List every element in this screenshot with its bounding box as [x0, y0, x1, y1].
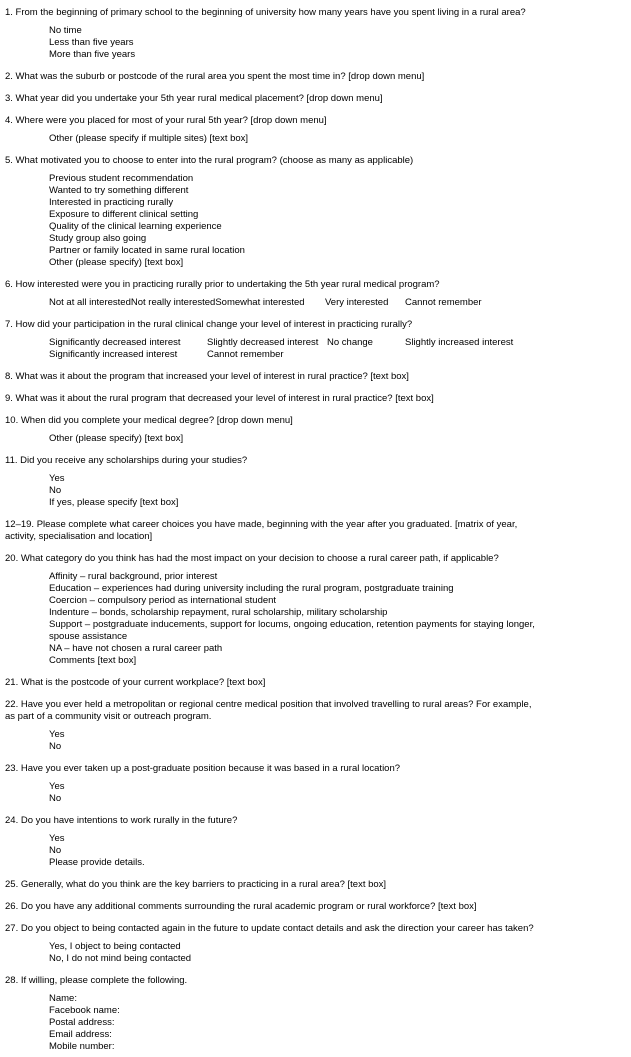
- question-6-options: [49, 297, 541, 309]
- question-28: [5, 975, 541, 1053]
- question-27-options: [49, 941, 541, 965]
- question-21-text: 21. What is the postcode of your current workplace? [text box]: [5, 677, 266, 688]
- question-10-option-0: Other (please specify) [text box]: [49, 433, 184, 444]
- question-28-option-2: Postal address:: [49, 1017, 115, 1028]
- question-23: [5, 763, 541, 805]
- question-5-text: 5. What motivated you to choose to enter into the rural program? (choose as many as applicable): [5, 155, 414, 166]
- question-11-text: 11. Did you receive any scholarships during your studies?: [5, 455, 248, 466]
- question-23-options: [49, 781, 541, 805]
- question-1-options: [49, 25, 541, 61]
- question-20-option-4: Support – postgraduate inducements, support for locums, ongoing education, retention payments for staying longer, spouse assistance: [49, 619, 535, 642]
- question-7-option-0: Significantly decreased interest: [49, 337, 181, 348]
- question-4-options: [49, 133, 541, 145]
- question-26-text: 26. Do you have any additional comments surrounding the rural academic program or rural workforce? [text box]: [5, 901, 477, 912]
- question-8-text: 8. What was it about the program that increased your level of interest in rural practice? [text box]: [5, 371, 409, 382]
- question-6-text: 6. How interested were you in practicing rurally prior to undertaking the 5th year rural medical program?: [5, 279, 440, 290]
- question-20-text: 20. What category do you think has had the most impact on your decision to choose a rural career path, if applicable?: [5, 553, 499, 564]
- question-27-text: 27. Do you object to being contacted again in the future to update contact details and ask the direction your career has taken?: [5, 923, 534, 934]
- question-23-text: 23. Have you ever taken up a post-graduate position because it was based in a rural location?: [5, 763, 401, 774]
- question-5-option-6: Partner or family located in same rural location: [49, 245, 245, 256]
- question-22-text: 22. Have you ever held a metropolitan or regional centre medical position that involved travelling to rural areas? For example, as part of a community visit or outreach program.: [5, 699, 532, 722]
- question-3-text: 3. What year did you undertake your 5th year rural medical placement? [drop down menu]: [5, 93, 383, 104]
- question-6: [5, 279, 541, 309]
- question-5-option-1: Wanted to try something different: [49, 185, 189, 196]
- question-6-option-1: Not really interested: [130, 297, 216, 308]
- question-3: [5, 93, 541, 105]
- question-26: [5, 901, 541, 913]
- question-20-options: [49, 571, 541, 667]
- question-20-option-3: Indenture – bonds, scholarship repayment, rural scholarship, military scholarship: [49, 607, 388, 618]
- question-22-options: [49, 729, 541, 753]
- question-24-option-1: No: [49, 845, 62, 856]
- question-24-option-2: Please provide details.: [49, 857, 145, 868]
- question-11-option-0: Yes: [49, 473, 65, 484]
- question-24-option-0: Yes: [49, 833, 65, 844]
- question-9: [5, 393, 541, 405]
- question-1-option-0: No time: [49, 25, 82, 36]
- question-22-option-0: Yes: [49, 729, 65, 740]
- question-5-options: [49, 173, 541, 269]
- question-1-option-2: More than five years: [49, 49, 136, 60]
- question-11-option-2: If yes, please specify [text box]: [49, 497, 179, 508]
- question-7-options: [49, 337, 541, 361]
- question-7-option-3: Slightly increased interest: [405, 337, 514, 348]
- question-6-option-4: Cannot remember: [405, 297, 482, 308]
- question-28-option-4: Mobile number:: [49, 1041, 115, 1052]
- question-1-option-1: Less than five years: [49, 37, 134, 48]
- question-5: [5, 155, 541, 269]
- question-7-text: 7. How did your participation in the rural clinical change your level of interest in practicing rurally?: [5, 319, 413, 330]
- question-8: [5, 371, 541, 383]
- question-27-option-1: No, I do not mind being contacted: [49, 953, 192, 964]
- question-24-text: 24. Do you have intentions to work rurally in the future?: [5, 815, 238, 826]
- question-10-text: 10. When did you complete your medical degree? [drop down menu]: [5, 415, 293, 426]
- question-28-option-1: Facebook name:: [49, 1005, 120, 1016]
- question-4: [5, 115, 541, 145]
- question-27: [5, 923, 541, 965]
- question-12-19-text: 12–19. Please complete what career choices you have made, beginning with the year after you graduated. [matrix of year, activity, specialisation and location]: [5, 519, 518, 542]
- question-7-option-4: Significantly increased interest: [49, 349, 178, 360]
- question-7-option-5: Cannot remember: [207, 349, 284, 360]
- question-6-option-0: Not at all interested: [49, 297, 131, 308]
- question-1: [5, 7, 541, 61]
- question-24: [5, 815, 541, 869]
- question-25-text: 25. Generally, what do you think are the key barriers to practicing in a rural area? [text box]: [5, 879, 387, 890]
- question-9-text: 9. What was it about the rural program that decreased your level of interest in rural practice? [text box]: [5, 393, 434, 404]
- question-23-option-1: No: [49, 793, 62, 804]
- question-6-option-3: Very interested: [325, 297, 389, 308]
- question-12-19: [5, 519, 541, 543]
- question-6-option-2: Somewhat interested: [215, 297, 305, 308]
- question-28-text: 28. If willing, please complete the following.: [5, 975, 188, 986]
- question-5-option-3: Exposure to different clinical setting: [49, 209, 199, 220]
- question-7: [5, 319, 541, 361]
- question-5-option-0: Previous student recommendation: [49, 173, 194, 184]
- question-11-option-1: No: [49, 485, 62, 496]
- question-11-options: [49, 473, 541, 509]
- question-20-option-5: NA – have not chosen a rural career path: [49, 643, 223, 654]
- question-20-option-2: Coercion – compulsory period as international student: [49, 595, 277, 606]
- question-4-option-0: Other (please specify if multiple sites) [text box]: [49, 133, 249, 144]
- question-5-option-5: Study group also going: [49, 233, 147, 244]
- question-28-option-0: Name:: [49, 993, 77, 1004]
- question-21: [5, 677, 541, 689]
- question-5-option-4: Quality of the clinical learning experience: [49, 221, 222, 232]
- question-2: [5, 71, 541, 83]
- question-5-option-7: Other (please specify) [text box]: [49, 257, 184, 268]
- question-24-options: [49, 833, 541, 869]
- question-10: [5, 415, 541, 445]
- question-27-option-0: Yes, I object to being contacted: [49, 941, 181, 952]
- question-5-option-2: Interested in practicing rurally: [49, 197, 174, 208]
- question-20: [5, 553, 541, 667]
- question-20-option-6: Comments [text box]: [49, 655, 137, 666]
- question-23-option-0: Yes: [49, 781, 65, 792]
- question-10-options: [49, 433, 541, 445]
- question-7-option-1: Slightly decreased interest: [207, 337, 319, 348]
- question-11: [5, 455, 541, 509]
- question-22: [5, 699, 541, 753]
- question-20-option-1: Education – experiences had during university including the rural program, postgraduate training: [49, 583, 454, 594]
- question-25: [5, 879, 541, 891]
- question-7-option-2: No change: [327, 337, 373, 348]
- question-4-text: 4. Where were you placed for most of your rural 5th year? [drop down menu]: [5, 115, 327, 126]
- question-22-option-1: No: [49, 741, 62, 752]
- question-28-options: [49, 993, 541, 1053]
- question-20-option-0: Affinity – rural background, prior interest: [49, 571, 218, 582]
- question-2-text: 2. What was the suburb or postcode of the rural area you spent the most time in? [drop down menu]: [5, 71, 425, 82]
- question-1-text: 1. From the beginning of primary school to the beginning of university how many years have you spent living in a rural area?: [5, 7, 526, 18]
- question-28-option-3: Email address:: [49, 1029, 112, 1040]
